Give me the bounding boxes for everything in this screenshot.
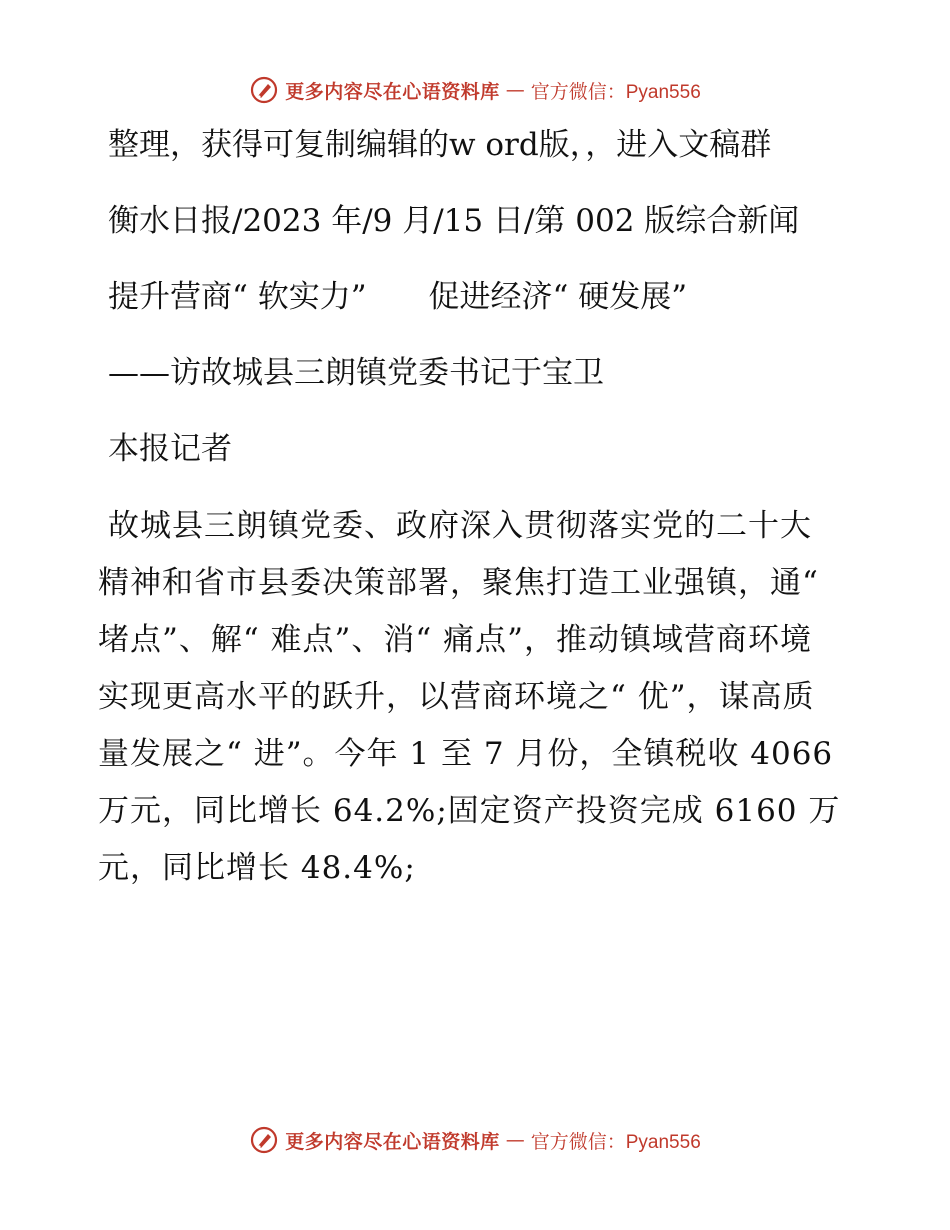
- document-body: [98, 118, 843, 919]
- footer-watermark: [0, 1120, 950, 1160]
- watermark-text: 更多内容尽在心语资料库: [285, 80, 500, 103]
- source-line: 衡水日报/2023 年/9 月/15 日/第 002 版综合新闻: [108, 203, 800, 239]
- watermark-text: 更多内容尽在心语资料库: [285, 1130, 500, 1153]
- body-paragraph: 故城县三朗镇党委、政府深入贯彻落实党的二十大精神和省市县委决策部署，聚焦打造工业强镇，通“ 堵点”、解“ 难点”、消“ 痛点”，推动镇域营商环境实现更高水平的跃升，以营商环境之“ 优”，谋高质量发展之“ 进”。今年 1 至 7 月份，全镇税收 4066 万元，同比增长 64.2%;固定资产投资完成 6160 万元，同比增长 48.4%;: [98, 508, 841, 886]
- pen-nib-logo-icon: [249, 75, 279, 105]
- pen-nib-logo-icon: [249, 1125, 279, 1155]
- watermark-account: 官方微信：Pyan556: [530, 1131, 701, 1153]
- subheadline: ——访故城县三朗镇党委书记于宝卫: [108, 355, 604, 391]
- headline: 提升营商“ 软实力” 促进经济“ 硬发展”: [108, 279, 688, 315]
- byline: 本报记者: [108, 431, 232, 467]
- intro-line: 整理，获得可复制编辑的w ord版，，进入文稿群: [108, 127, 772, 163]
- watermark-separator: —: [505, 79, 525, 101]
- watermark-separator: —: [505, 1129, 525, 1151]
- header-watermark: [0, 70, 950, 110]
- watermark-account: 官方微信：Pyan556: [530, 81, 701, 103]
